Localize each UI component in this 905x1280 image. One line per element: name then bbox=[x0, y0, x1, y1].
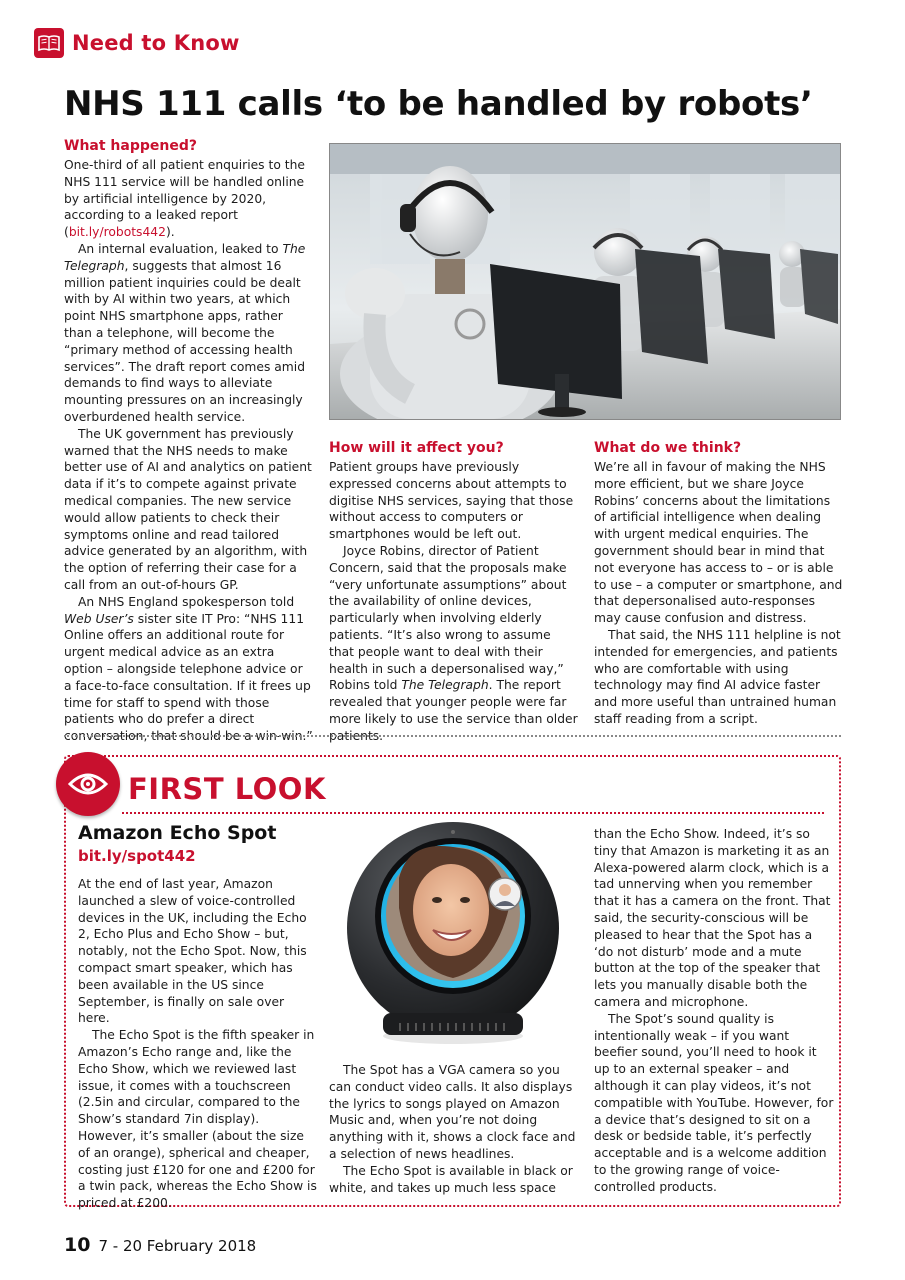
heading-what-happened: What happened? bbox=[64, 138, 197, 154]
page-number: 10 bbox=[64, 1234, 91, 1256]
section-divider bbox=[64, 735, 841, 737]
paragraph: The Echo Spot is available in black or white, and takes up much less space bbox=[329, 1163, 573, 1195]
headline: NHS 111 calls ‘to be handled by robots’ bbox=[64, 84, 813, 124]
first-look-title: FIRST LOOK bbox=[128, 772, 326, 806]
page-footer bbox=[64, 1234, 256, 1256]
paragraph: An NHS England spokesperson told Web User’s sister site IT Pro: “NHS 111 Online offers an additional route for urgent medical advice as an extra option – alongside telephone advice or a face-to-face consultation. If it frees up time for staff to spend with those patients who do prefer a direct conversation, that should be a win-win.” bbox=[64, 594, 313, 744]
issue-date: 7 - 20 February 2018 bbox=[98, 1237, 257, 1255]
section-label: Need to Know bbox=[72, 31, 240, 55]
article-link[interactable]: bit.ly/robots442 bbox=[68, 225, 166, 240]
echo-spot-photo bbox=[329, 818, 577, 1050]
paragraph: than the Echo Show. Indeed, it’s so tiny that Amazon is marketing it as an Alexa-powered alarm clock, which is a tad unnerving when you remember that it has a camera on the front. That said, the security-conscious will be pleased to hear that the Spot has a ‘do not disturb’ mode and a mute button at the top of the speaker that lets you manually disable both the camera and microphone. bbox=[594, 827, 831, 1009]
paragraph: We’re all in favour of making the NHS more efficient, but we share Joyce Robins’ concerns about the limitations of artificial intelligence when dealing with urgent medical enquiries. The government should bear in mind that not everyone has access to – or is able to use – a computer or smartphone, and that depersonalised auto-responses may cause confusion and distress. bbox=[594, 460, 843, 626]
paragraph: The Spot’s sound quality is intentionally weak – if you want beefier sound, you’ll need to hook it up to an external speaker – and although it can play videos, it’s not compatible with YouTube. However, for a device that’s designed to sit on a desk or bedside table, it’s perfectly acceptable and is a welcome addition to the growing range of voice-controlled products. bbox=[594, 1011, 834, 1194]
paragraph: Patient groups have previously expressed concerns about attempts to digitise NHS services, saying that those without access to computers or smartphones would be left out. bbox=[329, 460, 574, 542]
product-name: Amazon Echo Spot bbox=[78, 822, 277, 844]
first-look-column-2 bbox=[329, 1062, 577, 1196]
first-look-column-3 bbox=[594, 826, 834, 1196]
heading-what-think: What do we think? bbox=[594, 440, 742, 456]
article-column-how-affect bbox=[329, 440, 579, 745]
paragraph: That said, the NHS 111 helpline is not intended for emergencies, and patients who are comfortable with using technology may find AI advice faster and more useful than untrained human staff reading from a script. bbox=[594, 627, 841, 726]
product-link[interactable]: bit.ly/spot442 bbox=[78, 847, 196, 865]
first-look-column-1 bbox=[78, 876, 318, 1212]
book-icon bbox=[34, 28, 64, 58]
paragraph: The Echo Spot is the fifth speaker in Amazon’s Echo range and, like the Echo Show, which we reviewed last issue, it comes with a touchscreen (2.5in and circular, compared to the Show’s standard 7in display). However, it’s smaller (about the size of an orange), spherical and cheaper, costing just £120 for one and £200 for a twin pack, whereas the Echo Show is priced at £200. bbox=[78, 1028, 317, 1211]
article-column-what-think bbox=[594, 440, 844, 728]
paragraph: The UK government has previously warned that the NHS needs to make better use of AI and analytics on patient data if it’s to compete against private medical companies. The new service would allow patients to check their symptoms online and read tailored advice generated by an algorithm, with the option of referring their case for a call from an out-of-hours GP. bbox=[64, 426, 312, 592]
paragraph: At the end of last year, Amazon launched a slew of voice-controlled devices in the UK, including the Echo 2, Echo Plus and Echo Show – but, notably, not the Echo Spot. Now, this compact smart speaker, which has been available in the US since September, is finally on sale over here. bbox=[78, 877, 307, 1026]
paragraph: One-third of all patient enquiries to the NHS 111 service will be handled online by artificial intelligence by 2020, according to a leaked report (bit.ly/robots442). bbox=[64, 158, 305, 240]
first-look-underline bbox=[122, 812, 824, 814]
robots-photo bbox=[329, 143, 841, 420]
article-column-what-happened bbox=[64, 138, 314, 745]
paragraph: An internal evaluation, leaked to The Telegraph, suggests that almost 16 million patient inquiries could be dealt with by AI within two years, at which point NHS smartphone apps, rather than a telephone, will become the “primary method of accessing health services”. The draft report comes amid demands to find ways to alleviate mounting pressures on an increasingly overburdened health service. bbox=[64, 241, 306, 424]
eye-icon bbox=[56, 752, 120, 816]
heading-how-affect: How will it affect you? bbox=[329, 440, 504, 456]
paragraph: The Spot has a VGA camera so you can conduct video calls. It also displays the lyrics to songs played on Amazon Music and, when you’re not doing anything with it, shows a clock face and a selection of news headlines. bbox=[329, 1063, 576, 1161]
paragraph: Joyce Robins, director of Patient Concern, said that the proposals make “very unfortunate assumptions” about the availability of online devices, particularly when involving elderly patients. “It’s also wrong to assume that people want to deal with their health in such a depersonalised way,” Robins told The Telegraph. The report revealed that younger people were far more likely to use the service than older patients. bbox=[329, 543, 578, 743]
section-tag bbox=[34, 28, 240, 58]
